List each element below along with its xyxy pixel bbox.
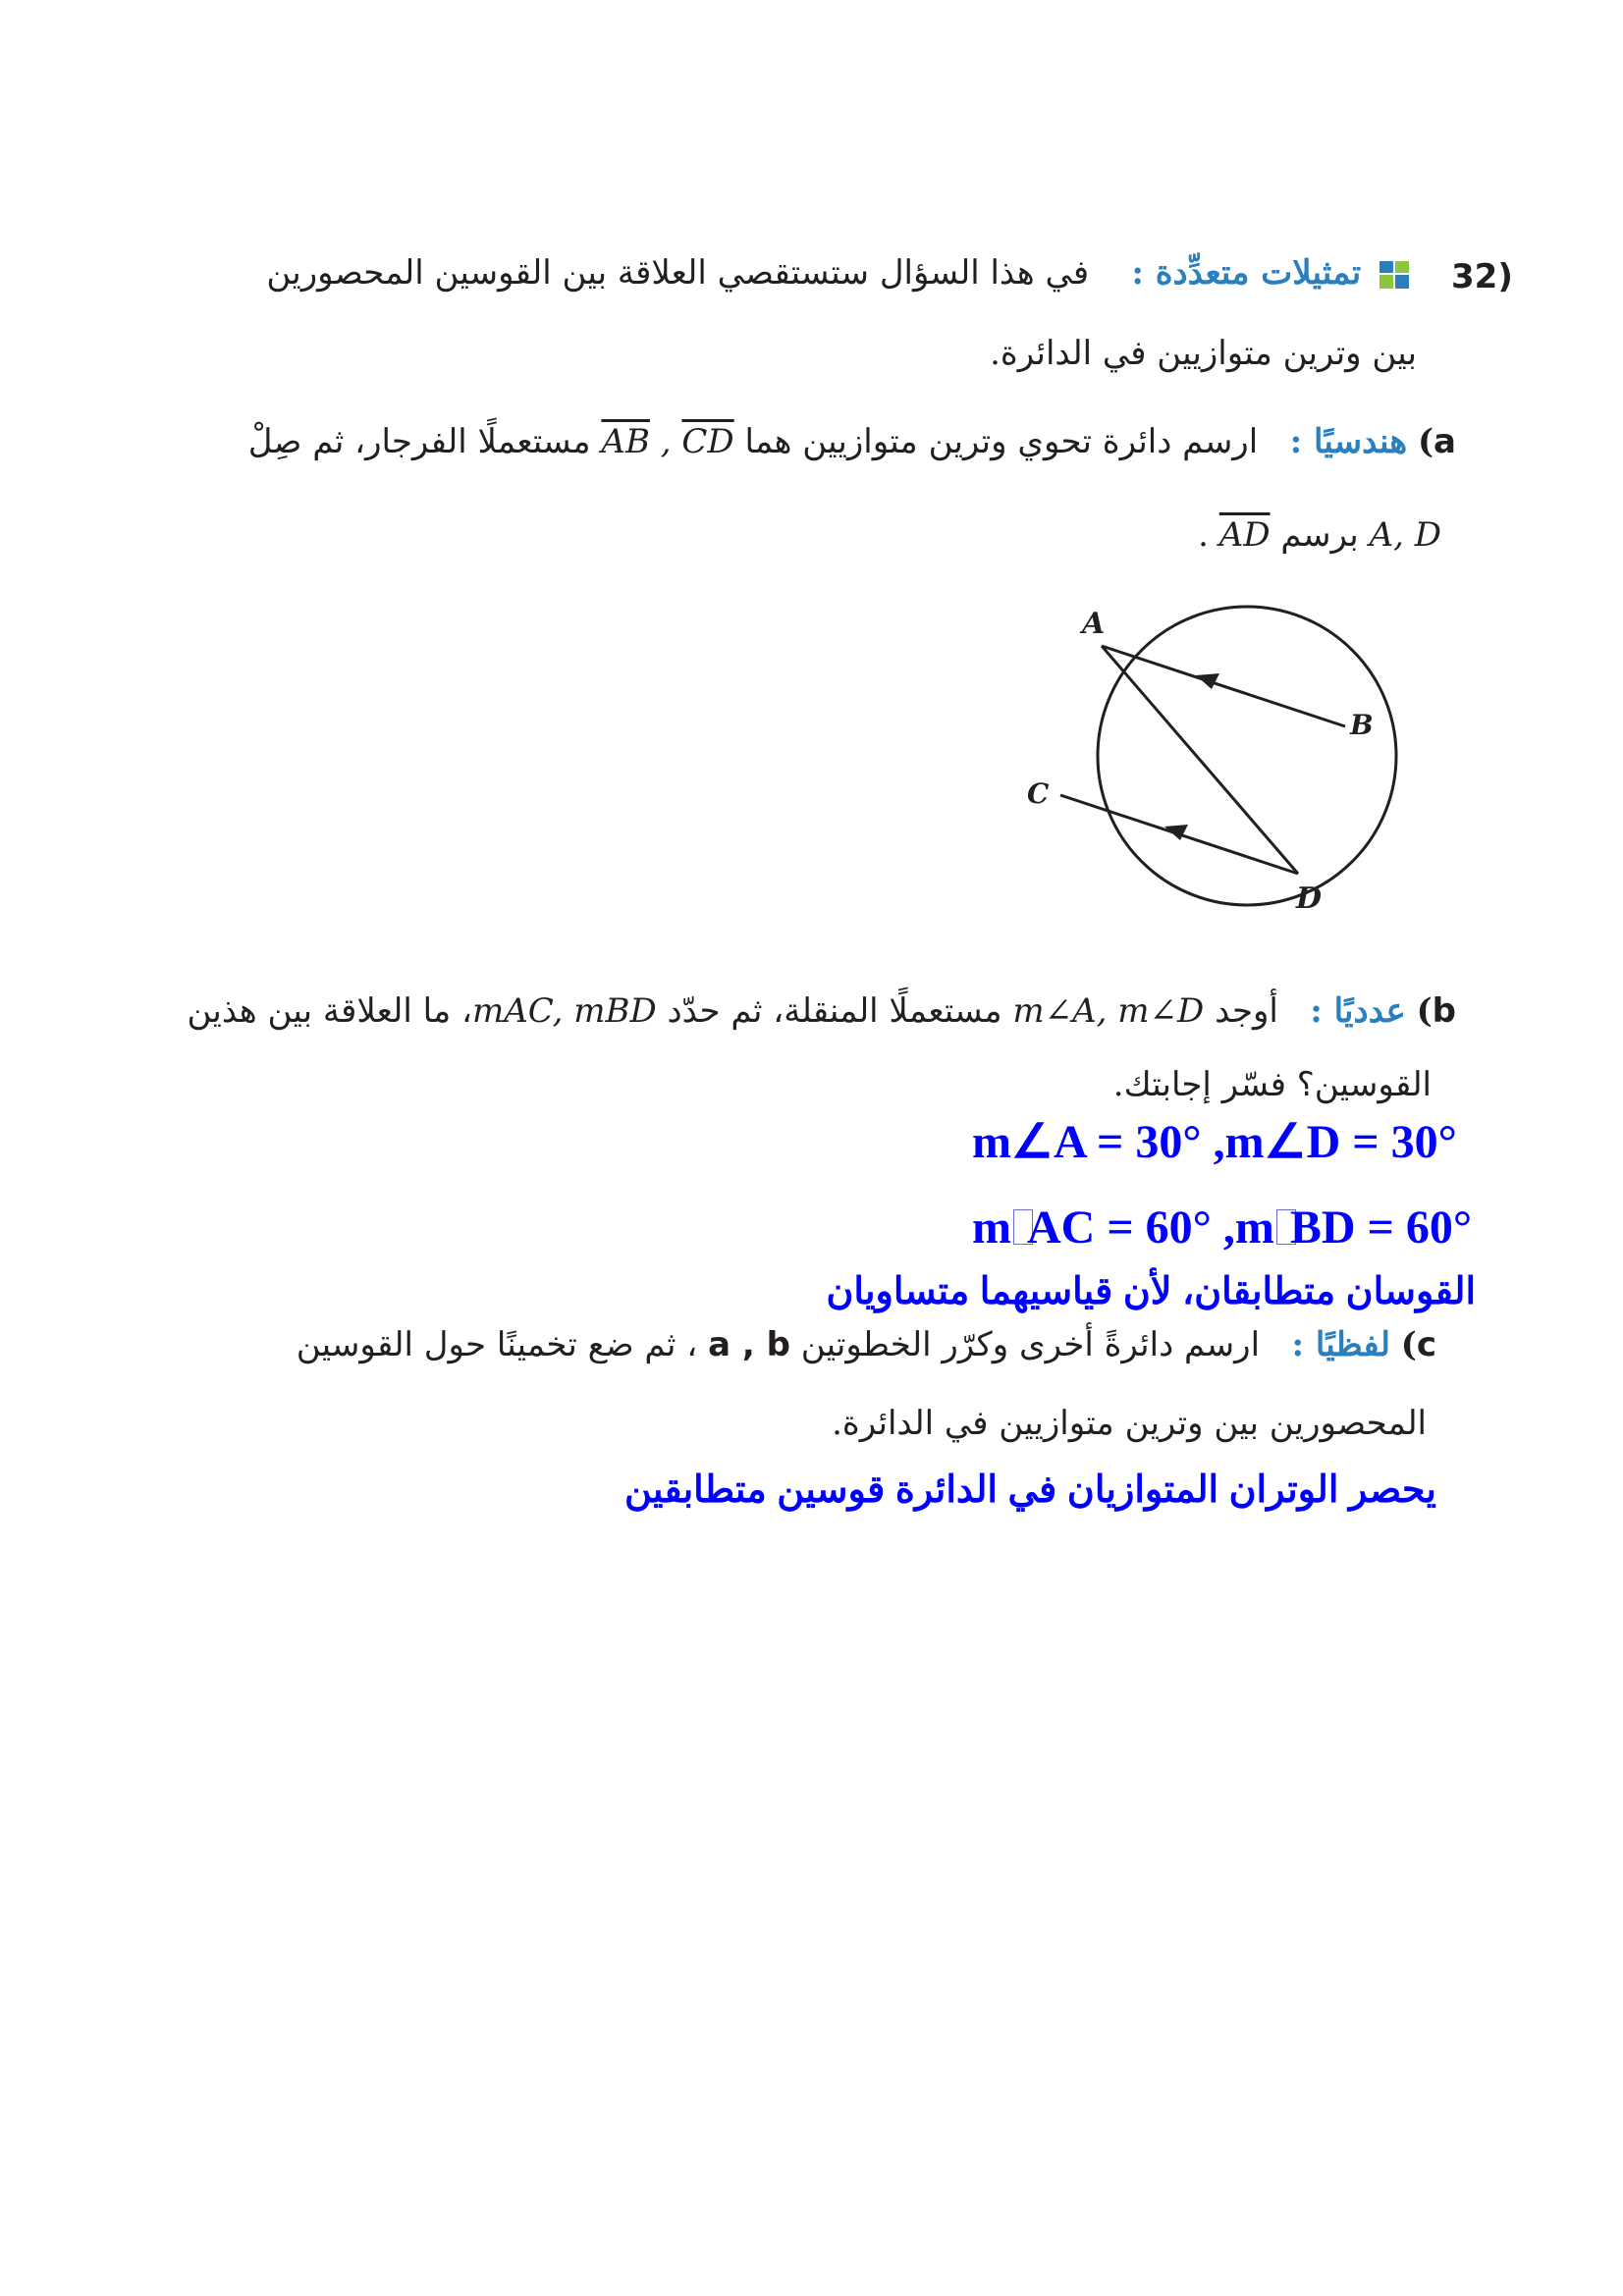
chord-ad xyxy=(1102,646,1298,874)
part-b-text-1: أوجد xyxy=(1215,991,1278,1031)
question-number: 32) xyxy=(1451,257,1513,296)
answer-b-conclusion: القوسان متطابقان، لأن قياسيهما متساويان xyxy=(826,1271,1476,1312)
question-intro-text-2: بين وترين متوازيين في الدائرة. xyxy=(990,334,1417,373)
part-b-text-4: القوسين؟ فسّر إجابتك. xyxy=(1112,1065,1432,1104)
part-a-text-3: برسم xyxy=(1280,515,1359,555)
label-point-b: B xyxy=(1350,709,1374,741)
part-b-text-3: ، ما العلاقة بين هذين xyxy=(187,991,473,1031)
part-c-line-2 xyxy=(832,1404,1427,1444)
part-c-text-1: ارسم دائرةً أخرى وكرّر الخطوتين xyxy=(800,1325,1261,1364)
question-number-value: 32 xyxy=(1451,257,1498,296)
part-a-label: هندسيًا : xyxy=(1289,422,1408,461)
label-point-d: D xyxy=(1296,881,1323,916)
answer-arcs-mid: = 60° ,m xyxy=(1095,1201,1274,1254)
part-a-end: . xyxy=(1198,515,1209,555)
part-b-line-1: b) عدديًا : أوجد m∠A, m∠D مستعملًا المنقلة، ثم حدّد mAC, mBD، ما العلاقة بين هذين xyxy=(187,991,1456,1031)
label-point-a: A xyxy=(1082,607,1106,641)
arrow-cd xyxy=(1164,825,1188,840)
question-title: تمثيلات متعدِّدة : xyxy=(1131,253,1362,293)
points-a-d: A, D xyxy=(1369,515,1441,555)
answer-arc-ac: AC xyxy=(1026,1201,1096,1254)
part-a-text-2: مستعملًا الفرجار، ثم صِلْ xyxy=(247,422,591,461)
multiple-representations-icon xyxy=(1378,259,1411,291)
segment-ab: $\overline{AB}$ xyxy=(601,422,650,461)
circle-chords-figure xyxy=(1001,589,1453,923)
question-intro-line-1 xyxy=(266,253,1417,294)
answer-arcs xyxy=(972,1201,1472,1255)
part-c-text-3: المحصورين بين وترين متوازيين في الدائرة. xyxy=(832,1404,1427,1443)
question-intro-text-1: في هذا السؤال ستستقصي العلاقة بين القوسين المحصورين xyxy=(266,253,1090,293)
part-b-letter: b xyxy=(1432,991,1456,1031)
angles-a-d: m∠A, m∠D xyxy=(1012,991,1205,1031)
arcs-ac-bd: mAC, mBD xyxy=(472,991,657,1031)
part-b-label: عدديًا : xyxy=(1310,991,1406,1031)
part-b-line-2 xyxy=(1113,1065,1432,1105)
chord-ab-cd xyxy=(601,422,733,461)
part-b-text-2: مستعملًا المنقلة، ثم حدّد xyxy=(667,991,1002,1031)
part-a-line-1: a) هندسيًا : ارسم دائرة تحوي وترين متوازيين هما $\overline{AB}$ , $\overline{CD}$ مستعملًا الفرجار، ثم صِلْ xyxy=(247,422,1456,461)
answer-angles: m∠A = 30° ,m∠D = 30° xyxy=(972,1116,1457,1168)
segment-separator: , xyxy=(660,422,672,461)
part-c-letter: c xyxy=(1416,1325,1436,1364)
part-a-text-1: ارسم دائرة تحوي وترين متوازيين هما xyxy=(744,422,1259,461)
answer-arc-bd: BD xyxy=(1289,1201,1356,1254)
part-a-letter: a xyxy=(1434,422,1456,461)
circle xyxy=(1098,607,1396,905)
part-a-line-2 xyxy=(1198,515,1441,556)
part-c-text-2: ، ثم ضع تخمينًا حول القوسين xyxy=(296,1325,698,1364)
segment-ad: $\overline{AD}$ xyxy=(1218,515,1271,555)
question-intro-line-2 xyxy=(990,334,1417,374)
part-c-label: لفظيًا : xyxy=(1291,1325,1390,1364)
part-c-steps: a , b xyxy=(708,1325,790,1364)
segment-cd: $\overline{CD}$ xyxy=(681,422,734,461)
answer-arcs-end: = 60° xyxy=(1355,1201,1473,1254)
answer-arcs-m1: m xyxy=(972,1201,1011,1254)
part-c-line-1: c) لفظيًا : ارسم دائرةً أخرى وكرّر الخطوتين a , b ، ثم ضع تخمينًا حول القوسين xyxy=(296,1325,1436,1364)
answer-c: يحصر الوتران المتوازيان في الدائرة قوسين متطابقين xyxy=(623,1469,1436,1511)
label-point-c: C xyxy=(1027,777,1050,810)
arrow-ab xyxy=(1196,673,1219,689)
